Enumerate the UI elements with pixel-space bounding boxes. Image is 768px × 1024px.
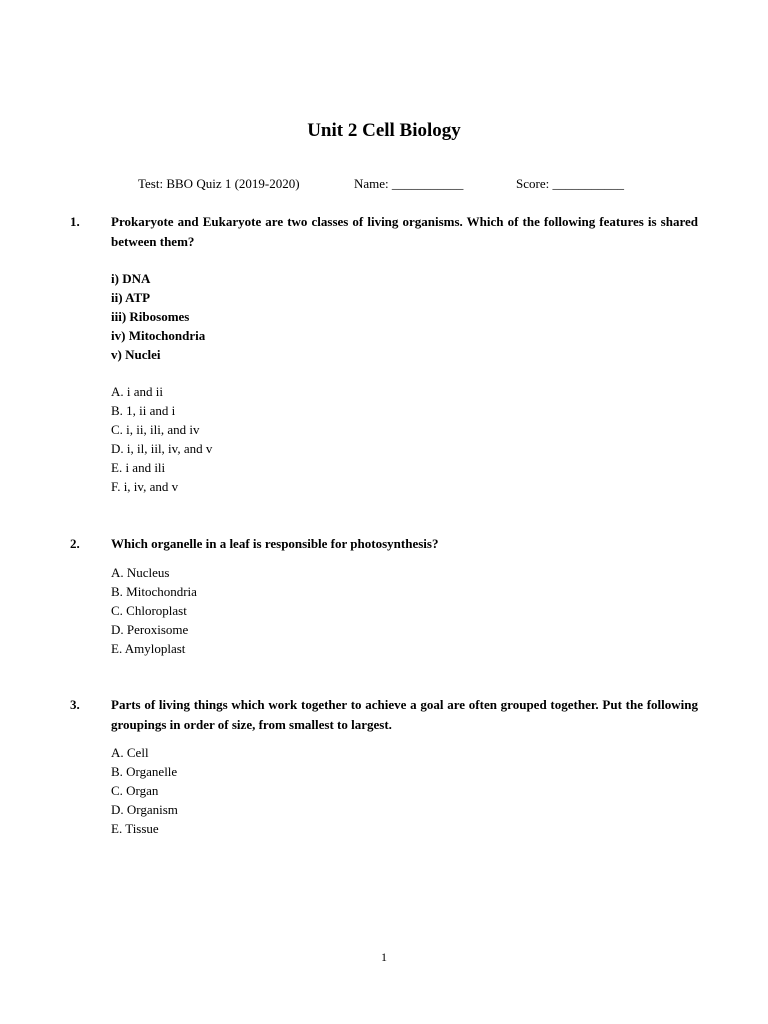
feature-item: i) DNA	[111, 271, 151, 286]
answer-option: E. Amyloplast	[111, 641, 186, 656]
feature-item: iv) Mitochondria	[111, 328, 206, 343]
answer-options	[111, 743, 178, 838]
answer-option: B. 1, ii and i	[111, 403, 176, 418]
question-number: 2.	[70, 536, 80, 551]
answer-options	[111, 563, 197, 658]
feature-item: iii) Ribosomes	[111, 309, 190, 324]
answer-option: E. i and ili	[111, 460, 166, 475]
name-field-label: Name: ___________	[354, 176, 464, 191]
answer-option: B. Organelle	[111, 764, 178, 779]
answer-option: D. Organism	[111, 802, 178, 817]
question-number: 3.	[70, 697, 80, 712]
page-title: Unit 2 Cell Biology	[307, 120, 461, 141]
answer-option: D. i, il, iil, iv, and v	[111, 441, 213, 456]
answer-option: E. Tissue	[111, 821, 159, 836]
test-label: Test: BBO Quiz 1 (2019-2020)	[138, 176, 300, 191]
answer-option: C. Chloroplast	[111, 603, 187, 618]
question-number: 1.	[70, 214, 80, 229]
feature-list	[111, 269, 205, 364]
question-text: Prokaryote and Eukaryote are two classes of living organisms. Which of the following features is shared between them?	[111, 214, 698, 249]
answer-option: C. i, ii, ili, and iv	[111, 422, 200, 437]
question-text: Which organelle in a leaf is responsible for photosynthesis?	[111, 536, 439, 551]
answer-option: B. Mitochondria	[111, 584, 197, 599]
answer-option: A. Nucleus	[111, 565, 170, 580]
page-number: 1	[381, 950, 387, 964]
answer-option: D. Peroxisome	[111, 622, 189, 637]
quiz-header	[0, 174, 768, 194]
answer-option: A. Cell	[111, 745, 149, 760]
feature-item: v) Nuclei	[111, 347, 161, 362]
question-text: Parts of living things which work together to achieve a goal are often grouped together. Put the following groupings in order of size, from smallest to largest.	[111, 697, 698, 732]
answer-options	[111, 382, 212, 496]
answer-option: A. i and ii	[111, 384, 163, 399]
feature-item: ii) ATP	[111, 290, 151, 305]
score-field-label: Score: ___________	[516, 176, 624, 191]
answer-option: F. i, iv, and v	[111, 479, 179, 494]
answer-option: C. Organ	[111, 783, 159, 798]
